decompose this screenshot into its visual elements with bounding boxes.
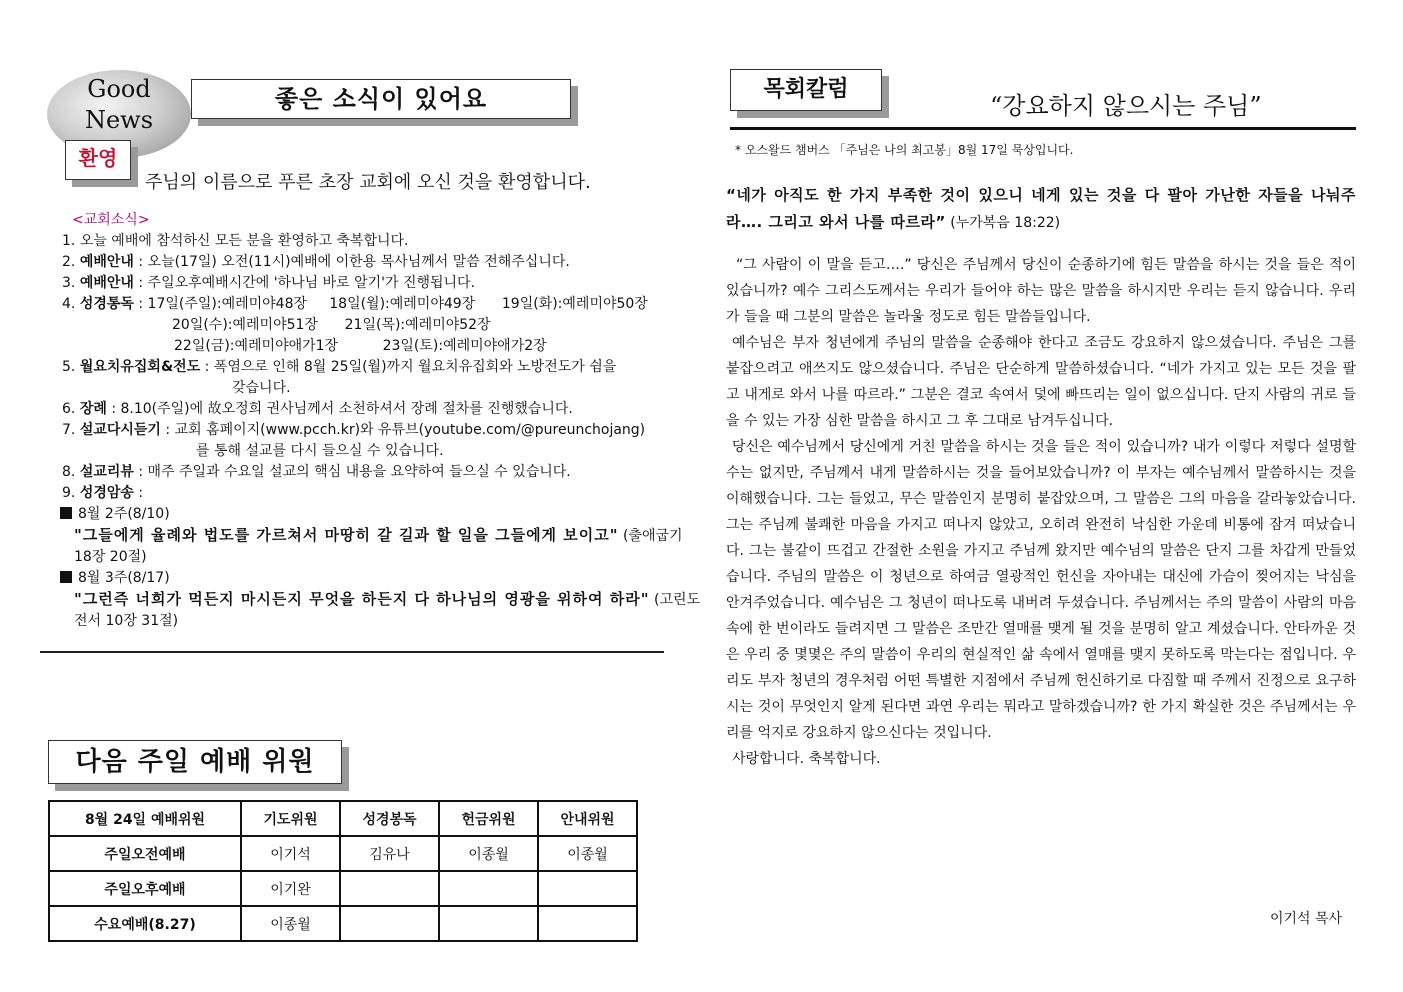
paragraph-2: 예수님은 부자 청년에게 주님의 말씀을 순종해야 한다고 조금도 강요하지 않으셨습니다. 주님은 그를 붙잡으려고 애쓰지도 않으셨습니다. 주님은 단순하게 말씀하셨습니다. “네가 가지고 있는 모든 것을 팔고 내게로 와서 나를 따르라.” 그분은 결코 속여서 덫에 빠뜨리는 일이 없으십니다. 단지 사람의 귀로 들을 수 있는 가장 심한 말씀을 하시고 그 후 그대로 남겨두십니다.	[726, 335, 1356, 429]
table-cell	[439, 906, 538, 941]
table-cell: 주일오전예배	[49, 836, 241, 871]
source-note: * 오스왈드 챔버스 「주님은 나의 최고봉」8월 17일 묵상입니다.	[735, 143, 1074, 157]
table-cell	[340, 906, 439, 941]
news-item-1: 1. 오늘 예배에 참석하신 모든 분을 환영하고 축복합니다.	[62, 233, 409, 249]
scripture-quote: “네가 아직도 한 가지 부족한 것이 있으니 네게 있는 것을 다 팔아 가난한 자들을 나눠주라…. 그리고 와서 나를 따르라” (누가복음 18:22)	[726, 186, 1356, 231]
table-header: 8월 24일 예배위원	[49, 801, 241, 836]
table-cell: 수요예배(8.27)	[49, 906, 241, 941]
banner-title: 좋은 소식이 있어요	[191, 79, 571, 119]
table-cell	[538, 871, 637, 906]
column-label: 목회칼럼	[730, 69, 882, 111]
table-header: 안내위원	[538, 801, 637, 836]
table-header: 헌금위원	[439, 801, 538, 836]
square-bullet-icon	[60, 507, 72, 519]
column-heading: “강요하지 않으시는 주님”	[990, 92, 1262, 120]
week2-label: 8월 3주(8/17)	[60, 568, 702, 589]
paragraph-3: 당신은 예수님께서 당신에게 거친 말씀을 하시는 것을 들은 적이 있습니까? 내가 이렇다 저렇다 설명할 수는 없지만, 주님께서 내게 말씀하시는 것을 들어보았습니까? 이 부자는 예수님께서 말씀하시는 것을 이해했습니다. 그는 들었고, 무슨 말씀인지 분명히 붙잡았으며, 그 말씀은 그의 마음을 갈라놓았습니다. 그는 주님께 불쾌한 마음을 가지고 떠나지 않았고, 오히려 완전히 낙심한 가운데 비통에 잠겨 떠났습니다. 그는 불같이 뜨겁고 간절한 소원을 가지고 주님께 왔지만 예수님의 말씀은 단지 그를 차갑게 만들었습니다. 주님의 말씀은 이 청년으로 하여금 열광적인 헌신을 자아내는 대신에 가슴이 찢어지는 낙심을 안겨주었습니다. 예수님은 그 청년이 떠나도록 내버려 두셨습니다. 주님께서는 주의 말씀이 사람의 마음속에 한 번이라도 들려지면 그 말씀은 조만간 열매를 맺게 될 것을 분명히 알고 계셨습니다. 안타까운 것은 우리 중 몇몇은 주의 말씀이 우리의 현실적인 삶 속에서 열매를 맺지 못하도록 막는다는 점입니다. 우리도 부자 청년의 경우처럼 어떤 특별한 지점에서 주님께 헌신하기로 다짐할 때 주께서 진정으로 요구하시는 것이 무엇인지 알게 된다면 과연 우리는 뭐라고 말하겠습니까? 한 가지 확실한 것은 주님께서는 우리를 억지로 강요하지 않으신다는 것입니다.	[726, 439, 1356, 741]
news-item-9: 9. 성경암송 :	[62, 485, 144, 501]
table-cell: 김유나	[340, 836, 439, 871]
news-item-6: 6. 장례 : 8.10(주일)에 故오정희 권사님께서 소천하셔서 장례 절차를 진행했습니다.	[62, 401, 573, 417]
week1-verse: "그들에게 율례와 법도를 가르쳐서 마땅히 갈 길과 할 일을 그들에게 보이고" (출애굽기 18장 20절)	[74, 526, 683, 565]
news-item-7-cont: 를 통해 설교를 다시 들으실 수 있습니다.	[196, 443, 444, 459]
welcome-tag: 환영	[65, 140, 131, 180]
news-heading: <교회소식>	[72, 212, 150, 228]
heading-rule	[730, 127, 1356, 130]
table-cell	[340, 871, 439, 906]
news-item-8: 8. 설교리뷰 : 매주 주일과 수요일 설교의 핵심 내용을 요약하여 들으실 수 있습니다.	[62, 464, 571, 480]
table-cell: 이종월	[538, 836, 637, 871]
reading-line-2: 20일(수):예레미야51장 21일(목):예레미야52장	[172, 317, 491, 333]
paragraph-1: “그 사람이 이 말을 듣고….” 당신은 주님께서 당신이 순종하기에 힘든 말씀을 하시는 것을 들은 적이 있습니까? 예수 그리스도께서는 우리가 들어야 하는 많은 말씀을 하시지만 우리는 듣지 않습니다. 우리가 들을 때 그분의 말씀은 놀라울 정도로 힘든 말씀들입니다.	[726, 257, 1356, 325]
table-header-row	[49, 801, 637, 836]
next-week-title: 다음 주일 예배 위원	[48, 740, 342, 784]
news-item-5-cont: 갖습니다.	[232, 380, 291, 396]
signature: 이기석 목사	[1270, 911, 1343, 927]
table-cell: 주일오후예배	[49, 871, 241, 906]
table-cell: 이종월	[241, 906, 340, 941]
table-cell: 이기완	[241, 871, 340, 906]
table-row	[49, 906, 637, 941]
week1-label: 8월 2주(8/10)	[60, 504, 702, 525]
paragraph-4: 사랑합니다. 축복합니다.	[732, 751, 881, 767]
church-news	[62, 210, 702, 632]
table-row	[49, 871, 637, 906]
news-item-5: 5. 월요치유집회&전도 : 폭염으로 인해 8월 25일(월)까지 월요치유집회와 노방전도가 쉼을	[62, 359, 617, 375]
reading-line-3: 22일(금):예레미야애가1장 23일(토):예레미야애가2장	[174, 338, 547, 354]
table-cell	[538, 906, 637, 941]
welcome-text: 주님의 이름으로 푸른 초장 교회에 오신 것을 환영합니다.	[145, 172, 591, 193]
news-item-7: 7. 설교다시듣기 : 교회 홈페이지(www.pcch.kr)와 유튜브(youtube.com/@pureunchojang)	[62, 422, 646, 438]
table-header: 성경봉독	[340, 801, 439, 836]
table-cell: 이종월	[439, 836, 538, 871]
table-header: 기도위원	[241, 801, 340, 836]
table-cell	[439, 871, 538, 906]
column-body	[726, 182, 1356, 772]
week2-verse: "그런즉 너희가 먹든지 마시든지 무엇을 하든지 다 하나님의 영광을 위하여 하라" (고린도전서 10장 31절)	[74, 590, 701, 629]
badge-line2: News	[84, 106, 154, 134]
news-item-3: 3. 예배안내 : 주일오후예배시간에 '하나님 바로 알기'가 진행됩니다.	[62, 275, 476, 291]
divider-line	[40, 651, 664, 653]
duty-table	[48, 800, 638, 942]
table-cell: 이기석	[241, 836, 340, 871]
news-item-2: 2. 예배안내 : 오늘(17일) 오전(11시)예배에 이한용 목사님께서 말씀 전해주십니다.	[62, 254, 570, 270]
news-item-4: 4. 성경통독 : 17일(주일):예레미야48장 18일(월):예레미야49장 19일(화):예레미야50장	[62, 296, 648, 312]
table-row	[49, 836, 637, 871]
badge-line1: Good	[87, 75, 151, 103]
square-bullet-icon	[60, 571, 72, 583]
